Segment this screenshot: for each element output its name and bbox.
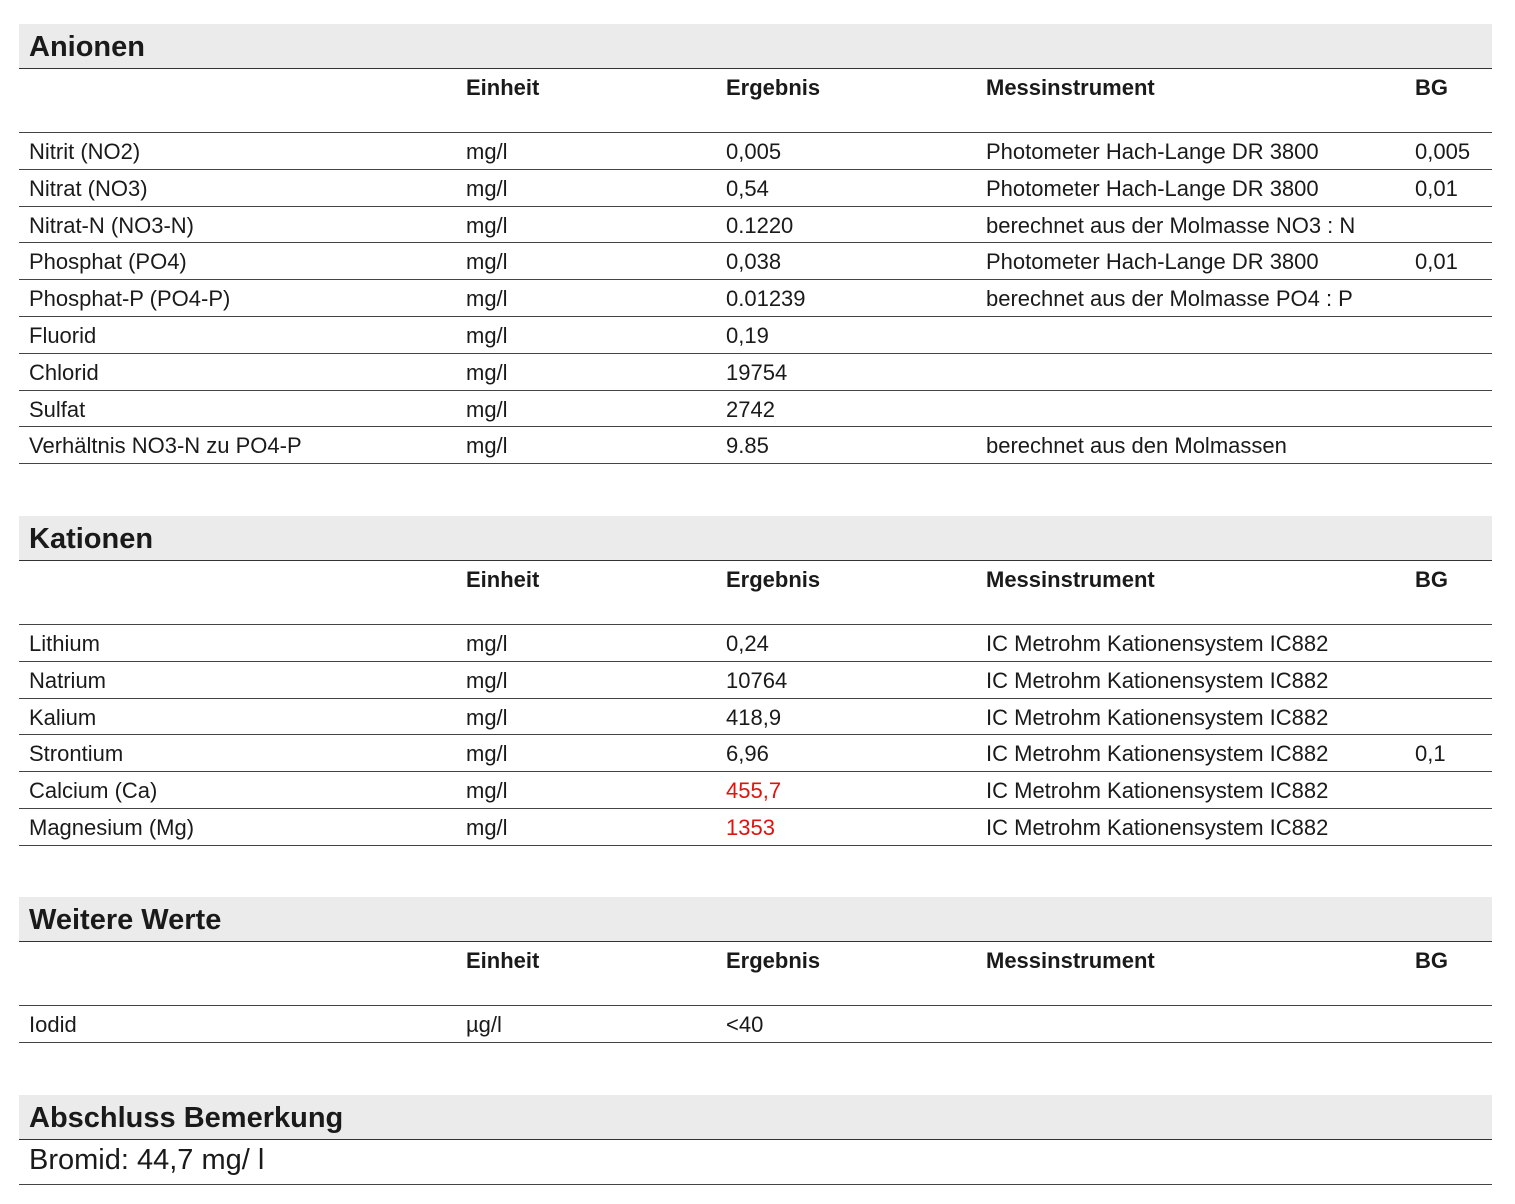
cell-result-highlighted: 455,7 [726, 778, 782, 804]
cell-name: Nitrat-N (NO3-N) [29, 212, 194, 238]
cell-unit: mg/l [466, 667, 508, 693]
cell-name: Verhältnis NO3-N zu PO4-P [29, 433, 302, 459]
cell-result: 19754 [726, 359, 788, 385]
table-row [19, 170, 1492, 207]
column-header-result: Ergebnis [726, 948, 821, 973]
cell-name: Fluorid [29, 322, 97, 348]
cell-result: 6,96 [726, 741, 769, 767]
column-header-result: Ergebnis [726, 567, 821, 592]
column-header-row [19, 942, 1492, 1006]
section-anionen [19, 24, 1492, 464]
column-header-instrument: Messinstrument [986, 948, 1155, 973]
cell-unit: mg/l [466, 359, 508, 385]
cell-name: Chlorid [29, 359, 99, 385]
table-row [19, 1006, 1492, 1043]
cell-unit: mg/l [466, 175, 508, 201]
cell-bg: 0,01 [1415, 175, 1458, 201]
cell-instrument: berechnet aus den Molmassen [986, 433, 1287, 459]
cell-result: 9.85 [726, 433, 769, 459]
cell-unit: mg/l [466, 704, 508, 730]
column-header-bg: BG [1415, 567, 1448, 592]
cell-unit: mg/l [466, 286, 508, 312]
cell-unit: mg/l [466, 778, 508, 804]
column-header-bg: BG [1415, 948, 1448, 973]
section-title: Weitere Werte [19, 897, 1492, 942]
cell-instrument: berechnet aus der Molmasse NO3 : N [986, 212, 1356, 238]
table-row [19, 427, 1492, 464]
section-title: Kationen [19, 516, 1492, 561]
table-row [19, 735, 1492, 772]
cell-unit: mg/l [466, 741, 508, 767]
table-row [19, 207, 1492, 244]
table-row [19, 625, 1492, 662]
cell-name: Strontium [29, 741, 124, 767]
table-row [19, 772, 1492, 809]
cell-name: Calcium (Ca) [29, 778, 158, 804]
column-header-result: Ergebnis [726, 75, 821, 100]
table-row [19, 317, 1492, 354]
cell-name: Nitrat (NO3) [29, 175, 148, 201]
section-kationen [19, 516, 1492, 846]
cell-instrument: Photometer Hach-Lange DR 3800 [986, 175, 1319, 201]
table-row [19, 699, 1492, 736]
column-header-unit: Einheit [466, 567, 540, 592]
cell-result: 0,24 [726, 631, 769, 656]
cell-name: Sulfat [29, 396, 86, 422]
cell-bg: 0,005 [1415, 139, 1471, 164]
cell-result: 0.01239 [726, 286, 806, 312]
cell-instrument: IC Metrohm Kationensystem IC882 [986, 741, 1329, 767]
cell-unit: mg/l [466, 139, 508, 164]
cell-instrument: IC Metrohm Kationensystem IC882 [986, 814, 1329, 840]
cell-name: Iodid [29, 1012, 77, 1037]
cell-bg: 0,01 [1415, 249, 1458, 275]
column-header-instrument: Messinstrument [986, 567, 1155, 592]
column-header-bg: BG [1415, 75, 1448, 100]
cell-result: 0,19 [726, 322, 769, 348]
cell-result: <40 [726, 1012, 764, 1037]
cell-name: Nitrit (NO2) [29, 139, 141, 164]
cell-result: 2742 [726, 396, 775, 422]
cell-name: Phosphat-P (PO4-P) [29, 286, 231, 312]
cell-unit: mg/l [466, 249, 508, 275]
column-header-unit: Einheit [466, 75, 540, 100]
table-row [19, 280, 1492, 317]
cell-unit: mg/l [466, 396, 508, 422]
cell-result: 0,038 [726, 249, 782, 275]
cell-result: 10764 [726, 667, 788, 693]
section-title: Anionen [19, 24, 1492, 69]
cell-result-highlighted: 1353 [726, 814, 775, 840]
cell-unit: mg/l [466, 322, 508, 348]
cell-result: 418,9 [726, 704, 782, 730]
table-row [19, 243, 1492, 280]
cell-unit: mg/l [466, 631, 508, 656]
cell-name: Magnesium (Mg) [29, 814, 195, 840]
cell-name: Lithium [29, 631, 100, 656]
cell-name: Natrium [29, 667, 107, 693]
cell-unit: mg/l [466, 212, 508, 238]
cell-bg: 0,1 [1415, 741, 1446, 767]
column-header-instrument: Messinstrument [986, 75, 1155, 100]
table-row [19, 391, 1492, 428]
closing-remark: Bromid: 44,7 mg/ l [19, 1140, 1492, 1185]
cell-instrument: IC Metrohm Kationensystem IC882 [986, 704, 1329, 730]
cell-name: Phosphat (PO4) [29, 249, 187, 275]
column-header-row [19, 69, 1492, 133]
table-row [19, 354, 1492, 391]
section-title: Abschluss Bemerkung [19, 1095, 1492, 1140]
section-weitere-werte [19, 897, 1492, 1043]
cell-instrument: IC Metrohm Kationensystem IC882 [986, 778, 1329, 804]
cell-unit: µg/l [466, 1012, 502, 1037]
cell-result: 0.1220 [726, 212, 794, 238]
cell-result: 0,005 [726, 139, 782, 164]
cell-result: 0,54 [726, 175, 769, 201]
table-row [19, 662, 1492, 699]
cell-name: Kalium [29, 704, 97, 730]
column-header-row [19, 561, 1492, 625]
cell-instrument: Photometer Hach-Lange DR 3800 [986, 249, 1319, 275]
cell-instrument: berechnet aus der Molmasse PO4 : P [986, 286, 1353, 312]
cell-instrument: IC Metrohm Kationensystem IC882 [986, 667, 1329, 693]
table-row [19, 809, 1492, 846]
cell-unit: mg/l [466, 814, 508, 840]
table-row [19, 133, 1492, 170]
cell-instrument: IC Metrohm Kationensystem IC882 [986, 631, 1329, 656]
cell-unit: mg/l [466, 433, 508, 459]
column-header-unit: Einheit [466, 948, 540, 973]
cell-instrument: Photometer Hach-Lange DR 3800 [986, 139, 1319, 164]
section-abschluss-bemerkung [19, 1095, 1492, 1185]
